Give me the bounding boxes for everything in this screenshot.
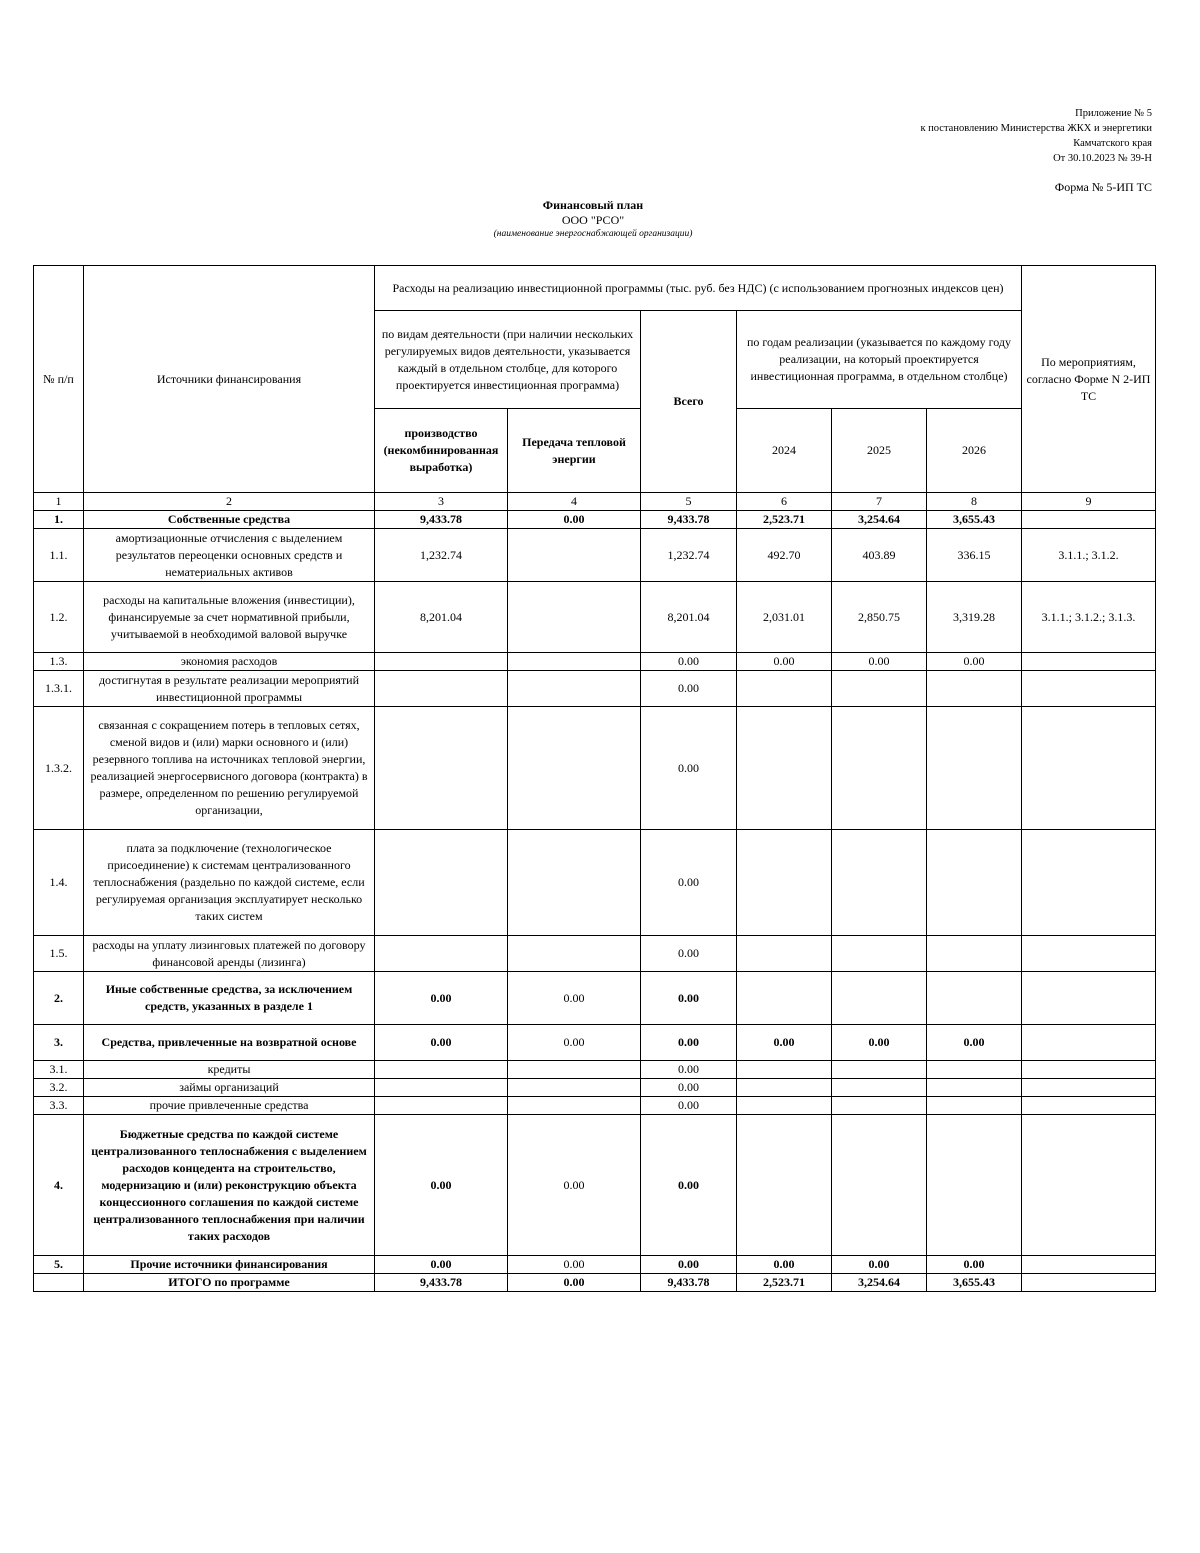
cell-total: 0.00 [641,707,737,830]
cell-total: 9,433.78 [641,511,737,529]
cell-transfer [508,830,641,936]
cell-transfer: 0.00 [508,1025,641,1061]
cell-production: 8,201.04 [375,582,508,653]
cell-2025: 3,254.64 [832,1274,927,1292]
cell-total: 0.00 [641,1115,737,1256]
cell-measures [1022,1061,1156,1079]
cell-production [375,671,508,707]
cell-total: 0.00 [641,936,737,972]
cell-total: 0.00 [641,1256,737,1274]
cell-total: 0.00 [641,1079,737,1097]
cell-2025 [832,1079,927,1097]
row-number [34,1274,84,1292]
column-number: 5 [641,493,737,511]
row-source: достигнутая в результате реализации мероприятий инвестиционной программы [84,671,375,707]
cell-total: 0.00 [641,830,737,936]
row-number: 5. [34,1256,84,1274]
cell-total: 1,232.74 [641,529,737,582]
table-row [34,1079,1156,1097]
table-row [34,707,1156,830]
header-source: Источники финансирования [84,266,375,493]
cell-transfer [508,1061,641,1079]
cell-2025: 0.00 [832,1025,927,1061]
cell-2025: 0.00 [832,1256,927,1274]
cell-transfer [508,936,641,972]
header-num: № п/п [34,266,84,493]
column-number: 7 [832,493,927,511]
cell-production [375,830,508,936]
row-source: займы организаций [84,1079,375,1097]
row-source: экономия расходов [84,653,375,671]
appendix-line: к постановлению Министерства ЖКХ и энергетики [920,123,1152,134]
row-number: 1.3. [34,653,84,671]
table-row [34,671,1156,707]
cell-total: 0.00 [641,1061,737,1079]
table-row [34,653,1156,671]
organization-name: ООО "РСО" [561,213,625,227]
row-number: 3.3. [34,1097,84,1115]
cell-2024: 2,523.71 [737,1274,832,1292]
cell-production [375,707,508,830]
cell-2025: 2,850.75 [832,582,927,653]
table-row [34,830,1156,936]
cell-production [375,1061,508,1079]
table-row [34,582,1156,653]
cell-measures [1022,1097,1156,1115]
cell-2024 [737,1079,832,1097]
cell-production: 1,232.74 [375,529,508,582]
organization-caption: (наименование энергоснабжающей организации) [493,229,693,239]
header-total: Всего [641,311,737,493]
row-number: 2. [34,972,84,1025]
cell-2024 [737,671,832,707]
cell-measures [1022,707,1156,830]
cell-total: 0.00 [641,1025,737,1061]
cell-2025: 3,254.64 [832,511,927,529]
table-row [34,936,1156,972]
cell-measures: 3.1.1.; 3.1.2.; 3.1.3. [1022,582,1156,653]
cell-production: 0.00 [375,1025,508,1061]
cell-total: 0.00 [641,653,737,671]
header-year-2024: 2024 [737,409,832,493]
cell-2026 [927,972,1022,1025]
cell-transfer [508,1079,641,1097]
row-source: Средства, привлеченные на возвратной основе [84,1025,375,1061]
cell-2024: 492.70 [737,529,832,582]
cell-2026 [927,707,1022,830]
cell-production: 9,433.78 [375,1274,508,1292]
table-row [34,972,1156,1025]
appendix-line: Приложение № 5 [1075,108,1152,119]
header-by-activity: по видам деятельности (при наличии нескольких регулируемых видов деятельности, указывается каждый в отдельном столбце, для которого проектируется инвестиционная программа) [375,311,641,409]
cell-2025 [832,936,927,972]
header-by-year: по годам реализации (указывается по каждому году реализации, на который проектируется инвестиционная программа, в отдельном столбце) [737,311,1022,409]
row-source: Прочие источники финансирования [84,1256,375,1274]
cell-total: 9,433.78 [641,1274,737,1292]
cell-2025 [832,972,927,1025]
cell-transfer [508,582,641,653]
table-row [34,1025,1156,1061]
cell-2026 [927,936,1022,972]
cell-production [375,1097,508,1115]
cell-transfer: 0.00 [508,972,641,1025]
cell-2026: 0.00 [927,1025,1022,1061]
column-number: 2 [84,493,375,511]
cell-2025 [832,671,927,707]
column-number: 3 [375,493,508,511]
cell-transfer [508,671,641,707]
column-number: 6 [737,493,832,511]
document-title: Финансовый план [542,198,644,212]
total-row [34,1274,1156,1292]
cell-production [375,1079,508,1097]
cell-total: 8,201.04 [641,582,737,653]
cell-measures [1022,1025,1156,1061]
header-year-2025: 2025 [832,409,927,493]
header-by-measures: По мероприятиям, согласно Форме N 2-ИП ТС [1022,266,1156,493]
cell-transfer [508,707,641,830]
table-row [34,1115,1156,1256]
table-row [34,529,1156,582]
cell-2026 [927,671,1022,707]
cell-measures [1022,1256,1156,1274]
row-source: кредиты [84,1061,375,1079]
cell-2026: 336.15 [927,529,1022,582]
column-number: 8 [927,493,1022,511]
column-number: 4 [508,493,641,511]
financial-plan-table [33,265,1156,1292]
cell-transfer: 0.00 [508,511,641,529]
cell-production [375,653,508,671]
row-number: 1.4. [34,830,84,936]
cell-2025 [832,707,927,830]
cell-measures [1022,936,1156,972]
cell-measures [1022,1274,1156,1292]
cell-measures [1022,1079,1156,1097]
cell-2024: 2,031.01 [737,582,832,653]
cell-2024: 0.00 [737,1256,832,1274]
table-row [34,1061,1156,1079]
cell-2025: 0.00 [832,653,927,671]
row-source: Собственные средства [84,511,375,529]
row-number: 1.5. [34,936,84,972]
column-number: 9 [1022,493,1156,511]
cell-2024 [737,830,832,936]
row-source: расходы на уплату лизинговых платежей по договору финансовой аренды (лизинга) [84,936,375,972]
row-number: 3.1. [34,1061,84,1079]
cell-2026 [927,830,1022,936]
table-row [34,1097,1156,1115]
cell-2024 [737,1061,832,1079]
cell-measures [1022,511,1156,529]
row-source: связанная с сокращением потерь в тепловых сетях, сменой видов и (или) марки основного и (или) резервного топлива на источниках тепловой энергии, реализацией энергосервисного договора (контракта) в размере, определенном по решению регулируемой организации, [84,707,375,830]
cell-2024 [737,1115,832,1256]
cell-2026 [927,1079,1022,1097]
row-number: 1. [34,511,84,529]
header-expenses-group: Расходы на реализацию инвестиционной программы (тыс. руб. без НДС) (с использованием прогнозных индексов цен) [375,266,1022,311]
table-body [34,511,1156,1292]
row-number: 3. [34,1025,84,1061]
appendix-line: Камчатского края [1073,138,1152,149]
column-number: 1 [34,493,84,511]
column-number-row [34,493,1156,511]
cell-measures [1022,972,1156,1025]
cell-production [375,936,508,972]
cell-measures [1022,653,1156,671]
row-source: ИТОГО по программе [84,1274,375,1292]
cell-2024 [737,936,832,972]
cell-production: 0.00 [375,972,508,1025]
cell-transfer [508,653,641,671]
cell-2024 [737,972,832,1025]
row-source: расходы на капитальные вложения (инвестиции), финансируемые за счет нормативной прибыли, учитываемой в необходимой валовой выручке [84,582,375,653]
cell-2025 [832,830,927,936]
row-source: прочие привлеченные средства [84,1097,375,1115]
cell-2025 [832,1115,927,1256]
cell-transfer: 0.00 [508,1115,641,1256]
cell-production: 0.00 [375,1115,508,1256]
title-block [0,198,1186,241]
cell-2026: 0.00 [927,653,1022,671]
row-number: 1.3.2. [34,707,84,830]
cell-2026: 3,655.43 [927,511,1022,529]
header-year-2026: 2026 [927,409,1022,493]
cell-2024: 0.00 [737,653,832,671]
row-source: Бюджетные средства по каждой системе централизованного теплоснабжения с выделением расходов концедента на строительство, модернизацию и (или) реконструкцию объекта концессионного соглашения по каждой системе централизованного теплоснабжения при наличии таких расходов [84,1115,375,1256]
appendix-reference [920,106,1152,166]
appendix-line: От 30.10.2023 № 39-Н [1053,153,1152,164]
row-number: 1.2. [34,582,84,653]
cell-2026 [927,1061,1022,1079]
cell-2024 [737,1097,832,1115]
cell-transfer: 0.00 [508,1256,641,1274]
cell-transfer [508,529,641,582]
cell-2024 [737,707,832,830]
cell-2024: 2,523.71 [737,511,832,529]
row-number: 1.1. [34,529,84,582]
row-number: 4. [34,1115,84,1256]
row-source: амортизационные отчисления с выделением результатов переоценки основных средств и нематериальных активов [84,529,375,582]
cell-production: 0.00 [375,1256,508,1274]
cell-2026: 3,655.43 [927,1274,1022,1292]
cell-2025 [832,1061,927,1079]
cell-measures [1022,1115,1156,1256]
form-code: Форма № 5-ИП ТС [1054,180,1152,194]
cell-2025: 403.89 [832,529,927,582]
cell-production: 9,433.78 [375,511,508,529]
cell-2026: 3,319.28 [927,582,1022,653]
cell-2026 [927,1097,1022,1115]
table-row [34,511,1156,529]
cell-transfer: 0.00 [508,1274,641,1292]
cell-measures [1022,830,1156,936]
row-number: 3.2. [34,1079,84,1097]
cell-total: 0.00 [641,972,737,1025]
row-source: плата за подключение (технологическое присоединение) к системам централизованного теплоснабжения (раздельно по каждой системе, если регулируемая организация эксплуатирует несколько таких систем [84,830,375,936]
cell-transfer [508,1097,641,1115]
cell-measures: 3.1.1.; 3.1.2. [1022,529,1156,582]
header-activity-production: производство (некомбинированная выработка) [375,409,508,493]
table-row [34,1256,1156,1274]
cell-total: 0.00 [641,1097,737,1115]
cell-2025 [832,1097,927,1115]
cell-2026: 0.00 [927,1256,1022,1274]
cell-2026 [927,1115,1022,1256]
row-number: 1.3.1. [34,671,84,707]
cell-measures [1022,671,1156,707]
cell-total: 0.00 [641,671,737,707]
row-source: Иные собственные средства, за исключением средств, указанных в разделе 1 [84,972,375,1025]
cell-2024: 0.00 [737,1025,832,1061]
header-activity-transfer: Передача тепловой энергии [508,409,641,493]
